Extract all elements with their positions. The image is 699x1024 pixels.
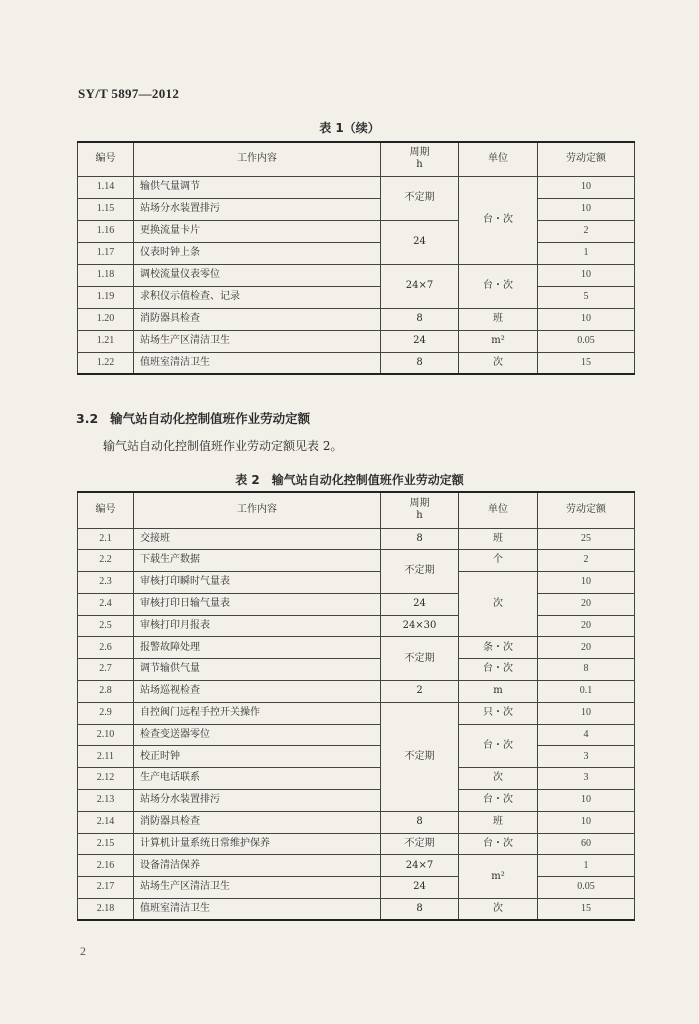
table-row	[78, 176, 635, 198]
table-row	[78, 768, 635, 790]
cell-no: 2.13	[78, 790, 134, 812]
cell-unit: 只・次	[459, 702, 538, 724]
cell-unit: 次	[459, 768, 538, 790]
cell-content: 求积仪示值检查、记录	[134, 286, 381, 308]
cell-quota: 4	[538, 724, 635, 746]
cell-unit: 次	[459, 352, 538, 374]
cell-no: 1.20	[78, 308, 134, 330]
cell-no: 1.17	[78, 242, 134, 264]
table-row	[78, 220, 635, 242]
cell-content: 调节输供气量	[134, 659, 381, 681]
cell-period: 24	[381, 593, 459, 615]
table-row	[78, 528, 635, 550]
cell-unit: 个	[459, 550, 538, 572]
cell-content: 下载生产数据	[134, 550, 381, 572]
cell-content: 站场分水装置排污	[134, 790, 381, 812]
table-row	[78, 615, 635, 637]
cell-no: 1.18	[78, 264, 134, 286]
section-heading	[76, 409, 310, 427]
cell-no: 2.6	[78, 637, 134, 659]
period-unit: h	[416, 510, 423, 522]
cell-period: 8	[381, 352, 459, 374]
col-header-period	[381, 492, 459, 528]
table-row	[78, 790, 635, 812]
cell-period: 不定期	[381, 833, 459, 855]
cell-unit: 次	[459, 572, 538, 637]
cell-content: 站场巡视检查	[134, 681, 381, 703]
cell-unit: 台・次	[459, 264, 538, 308]
cell-quota: 20	[538, 593, 635, 615]
cell-no: 2.7	[78, 659, 134, 681]
cell-unit: m²	[459, 330, 538, 352]
cell-quota: 2	[538, 550, 635, 572]
cell-no: 2.18	[78, 899, 134, 921]
col-header-unit: 单位	[459, 492, 538, 528]
cell-no: 1.15	[78, 198, 134, 220]
cell-unit: 台・次	[459, 724, 538, 768]
table1-header-row	[78, 142, 635, 176]
cell-period: 24	[381, 330, 459, 352]
cell-no: 2.14	[78, 811, 134, 833]
cell-period: 不定期	[381, 176, 459, 220]
cell-no: 1.22	[78, 352, 134, 374]
cell-unit: m²	[459, 855, 538, 899]
cell-unit: 条・次	[459, 637, 538, 659]
table-row	[78, 593, 635, 615]
cell-content: 消防器具检查	[134, 308, 381, 330]
cell-content: 调校流量仪表零位	[134, 264, 381, 286]
period-label: 周期	[409, 497, 430, 509]
cell-quota: 0.05	[538, 877, 635, 899]
cell-quota: 1	[538, 242, 635, 264]
col-header-period	[381, 142, 459, 176]
cell-quota: 60	[538, 833, 635, 855]
cell-no: 2.3	[78, 572, 134, 594]
cell-quota: 5	[538, 286, 635, 308]
cell-period: 8	[381, 899, 459, 921]
table-row	[78, 308, 635, 330]
table-row	[78, 702, 635, 724]
cell-content: 自控阀门远程手控开关操作	[134, 702, 381, 724]
cell-quota: 10	[538, 264, 635, 286]
col-header-no: 编号	[78, 142, 134, 176]
cell-content: 设备清洁保养	[134, 855, 381, 877]
table-row	[78, 877, 635, 899]
cell-content: 计算机计量系统日常维护保养	[134, 833, 381, 855]
cell-quota: 0.05	[538, 330, 635, 352]
table-row	[78, 242, 635, 264]
col-header-unit: 单位	[459, 142, 538, 176]
cell-content: 交接班	[134, 528, 381, 550]
cell-quota: 25	[538, 528, 635, 550]
table-row	[78, 899, 635, 921]
table-row	[78, 330, 635, 352]
section-paragraph: 输气站自动化控制值班作业劳动定额见表 2。	[103, 439, 343, 453]
cell-content: 输供气量调节	[134, 176, 381, 198]
cell-quota: 20	[538, 615, 635, 637]
cell-content: 审核打印瞬时气量表	[134, 572, 381, 594]
cell-content: 校正时钟	[134, 746, 381, 768]
cell-content: 审核打印日输气量表	[134, 593, 381, 615]
cell-content: 检查变送器零位	[134, 724, 381, 746]
cell-no: 2.9	[78, 702, 134, 724]
cell-content: 仪表时钟上条	[134, 242, 381, 264]
table-row	[78, 198, 635, 220]
cell-no: 2.8	[78, 681, 134, 703]
cell-no: 2.12	[78, 768, 134, 790]
cell-no: 2.4	[78, 593, 134, 615]
cell-quota: 15	[538, 899, 635, 921]
col-header-content: 工作内容	[134, 142, 381, 176]
cell-no: 1.16	[78, 220, 134, 242]
section-title: 输气站自动化控制值班作业劳动定额	[110, 411, 311, 426]
cell-unit: 台・次	[459, 176, 538, 264]
cell-no: 2.15	[78, 833, 134, 855]
period-label: 周期	[409, 146, 430, 158]
table-row	[78, 855, 635, 877]
cell-quota: 15	[538, 352, 635, 374]
cell-quota: 2	[538, 220, 635, 242]
cell-quota: 8	[538, 659, 635, 681]
cell-quota: 1	[538, 855, 635, 877]
table-row	[78, 681, 635, 703]
cell-no: 2.2	[78, 550, 134, 572]
cell-no: 2.10	[78, 724, 134, 746]
cell-period: 不定期	[381, 637, 459, 681]
cell-unit: 班	[459, 528, 538, 550]
cell-no: 2.11	[78, 746, 134, 768]
cell-quota: 20	[538, 637, 635, 659]
col-header-content: 工作内容	[134, 492, 381, 528]
cell-quota: 0.1	[538, 681, 635, 703]
table-row	[78, 659, 635, 681]
table2-caption: 表 2 输气站自动化控制值班作业劳动定额	[235, 473, 464, 487]
cell-unit: 台・次	[459, 659, 538, 681]
cell-no: 2.16	[78, 855, 134, 877]
cell-unit: 次	[459, 899, 538, 921]
cell-period: 24	[381, 220, 459, 264]
cell-period: 24	[381, 877, 459, 899]
cell-no: 2.1	[78, 528, 134, 550]
section-number: 3.2	[76, 411, 99, 426]
table-row	[78, 550, 635, 572]
table-row	[78, 833, 635, 855]
col-header-quota: 劳动定额	[538, 142, 635, 176]
cell-content: 站场分水装置排污	[134, 198, 381, 220]
cell-unit: 台・次	[459, 790, 538, 812]
cell-period: 24×7	[381, 855, 459, 877]
cell-no: 1.14	[78, 176, 134, 198]
col-header-quota: 劳动定额	[538, 492, 635, 528]
table-row	[78, 637, 635, 659]
cell-content: 站场生产区清洁卫生	[134, 330, 381, 352]
cell-period: 不定期	[381, 702, 459, 811]
page-number: 2	[80, 944, 86, 958]
cell-quota: 10	[538, 790, 635, 812]
cell-no: 2.17	[78, 877, 134, 899]
cell-quota: 10	[538, 176, 635, 198]
cell-quota: 10	[538, 702, 635, 724]
table1	[77, 141, 635, 375]
cell-content: 更换流量卡片	[134, 220, 381, 242]
cell-period: 8	[381, 308, 459, 330]
period-unit: h	[416, 159, 423, 171]
cell-period: 2	[381, 681, 459, 703]
cell-content: 生产电话联系	[134, 768, 381, 790]
cell-period: 8	[381, 528, 459, 550]
cell-quota: 10	[538, 198, 635, 220]
table-row	[78, 811, 635, 833]
cell-quota: 10	[538, 308, 635, 330]
cell-unit: 台・次	[459, 833, 538, 855]
cell-unit: m	[459, 681, 538, 703]
standard-code: SY/T 5897—2012	[78, 86, 180, 101]
table-row	[78, 572, 635, 594]
cell-content: 站场生产区清洁卫生	[134, 877, 381, 899]
cell-quota: 10	[538, 572, 635, 594]
table-row	[78, 264, 635, 286]
cell-no: 1.19	[78, 286, 134, 308]
cell-content: 报警故障处理	[134, 637, 381, 659]
table-row	[78, 724, 635, 746]
table-row	[78, 352, 635, 374]
cell-quota: 3	[538, 768, 635, 790]
cell-content: 消防器具检查	[134, 811, 381, 833]
table2	[77, 491, 635, 921]
cell-unit: 班	[459, 308, 538, 330]
cell-content: 值班室清洁卫生	[134, 899, 381, 921]
cell-no: 2.5	[78, 615, 134, 637]
cell-period: 不定期	[381, 550, 459, 594]
cell-unit: 班	[459, 811, 538, 833]
table2-header-row	[78, 492, 635, 528]
table-row	[78, 746, 635, 768]
cell-no: 1.21	[78, 330, 134, 352]
table1-caption: 表 1（续）	[319, 121, 380, 135]
cell-quota: 3	[538, 746, 635, 768]
col-header-no: 编号	[78, 492, 134, 528]
cell-period: 24×30	[381, 615, 459, 637]
cell-period: 24×7	[381, 264, 459, 308]
cell-period: 8	[381, 811, 459, 833]
cell-quota: 10	[538, 811, 635, 833]
cell-content: 审核打印月报表	[134, 615, 381, 637]
table-row	[78, 286, 635, 308]
cell-content: 值班室清洁卫生	[134, 352, 381, 374]
